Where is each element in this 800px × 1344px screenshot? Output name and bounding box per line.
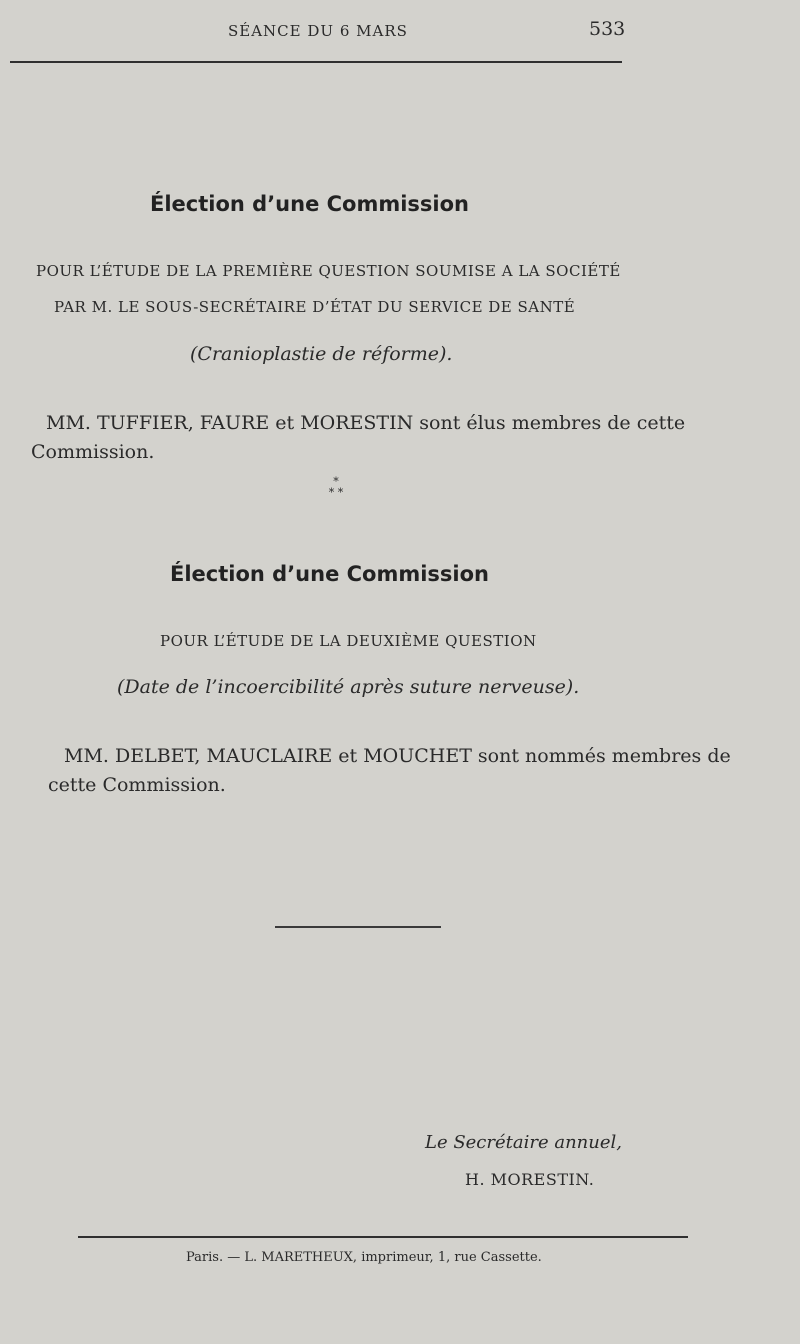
running-head	[0, 18, 800, 48]
section2-subtitle: POUR L’ÉTUDE DE LA DEUXIÈME QUESTION	[160, 632, 537, 650]
section2-parenthetical: (Date de l’incoercibilité après suture nerveuse).	[117, 676, 580, 698]
asterism-separator: * * *	[316, 476, 356, 498]
section2-body-line1: MM. DELBET, MAUCLAIRE et MOUCHET sont nommés membres de	[64, 745, 731, 767]
section1-subtitle-line2: PAR M. LE SOUS-SECRÉTAIRE D’ÉTAT DU SERVICE DE SANTÉ	[54, 298, 576, 316]
page-number: 533	[589, 18, 626, 40]
signature-name: H. MORESTIN.	[465, 1170, 595, 1189]
running-head-title: SÉANCE DU 6 MARS	[228, 22, 408, 40]
section2-heading: Élection d’une Commission	[170, 562, 489, 586]
asterism-stars: * *	[328, 486, 344, 499]
footer-rule	[78, 1236, 688, 1238]
section1-body-line1: MM. TUFFIER, FAURE et MORESTIN sont élus membres de cette	[46, 412, 686, 434]
closing-rule	[275, 926, 441, 928]
section1-body-line2: Commission.	[31, 441, 155, 463]
header-rule	[10, 61, 622, 63]
section1-subtitle-line1: POUR L’ÉTUDE DE LA PREMIÈRE QUESTION SOUMISE A LA SOCIÉTÉ	[36, 262, 621, 280]
section1-heading: Élection d’une Commission	[150, 192, 469, 216]
section1-parenthetical: (Cranioplastie de réforme).	[190, 343, 453, 365]
signature-role: Le Secrétaire annuel,	[425, 1132, 622, 1153]
printer-imprint: Paris. — L. MARETHEUX, imprimeur, 1, rue Cassette.	[186, 1250, 542, 1265]
section2-body-line2: cette Commission.	[48, 774, 226, 796]
